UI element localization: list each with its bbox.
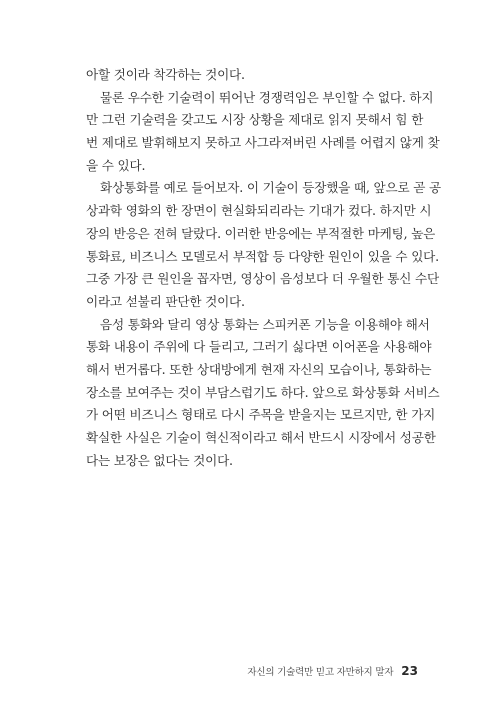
body-text [86, 64, 441, 472]
text-line: 다는 보장은 없다는 것이다. [86, 452, 233, 468]
text-line: 음성 통화와 달리 영상 통화는 스피커폰 기능을 이용해야 해서 [100, 316, 430, 332]
text-line: 상과학 영화의 한 장면이 현실화되리라는 기대가 컸다. 하지만 시 [86, 203, 432, 219]
text-line: 을 수 있다. [86, 157, 146, 173]
text-line: 물론 우수한 기술력이 뛰어난 경쟁력임은 부인할 수 없다. 하지 [100, 89, 434, 105]
page-footer [247, 663, 418, 679]
text-line: 이라고 섣불리 판단한 것이다. [86, 293, 245, 309]
text-line: 장소를 보여주는 것이 부담스럽기도 하다. 앞으로 화상통화 서비스 [86, 384, 440, 400]
text-line: 아할 것이라 착각하는 것이다. [86, 67, 245, 82]
running-title: 자신의 기술력만 믿고 자만하지 말자 [247, 667, 394, 678]
text-line: 가 어떤 비즈니스 형태로 다시 주목을 받을지는 모르지만, 한 가지 [86, 407, 436, 423]
text-line: 만 그런 기술력을 갖고도 시장 상황을 제대로 읽지 못해서 힘 한 [86, 112, 424, 128]
text-line: 번 제대로 발휘해보지 못하고 사그라져버린 사례를 어렵지 않게 찾 [86, 135, 440, 151]
text-line: 확실한 사실은 기술이 혁신적이라고 해서 반드시 시장에서 성공한 [86, 430, 436, 445]
text-line: 그중 가장 큰 원인을 꼽자면, 영상이 음성보다 더 우월한 통신 수단 [86, 271, 439, 287]
text-line: 통화료, 비즈니스 모델로서 부적합 등 다양한 원인이 있을 수 있다. [86, 248, 439, 264]
page-number: 23 [401, 664, 418, 678]
text-line: 장의 반응은 전혀 달랐다. 이러한 반응에는 부적절한 마케팅, 높은 [86, 225, 436, 241]
text-line: 통화 내용이 주위에 다 들리고, 그러기 싫다면 이어폰을 사용해야 [86, 339, 432, 355]
text-line: 화상통화를 예로 들어보자. 이 기술이 등장했을 때, 앞으로 곧 공 [100, 180, 441, 196]
text-line: 해서 번거롭다. 또한 상대방에게 현재 자신의 모습이나, 통화하는 [86, 361, 432, 377]
